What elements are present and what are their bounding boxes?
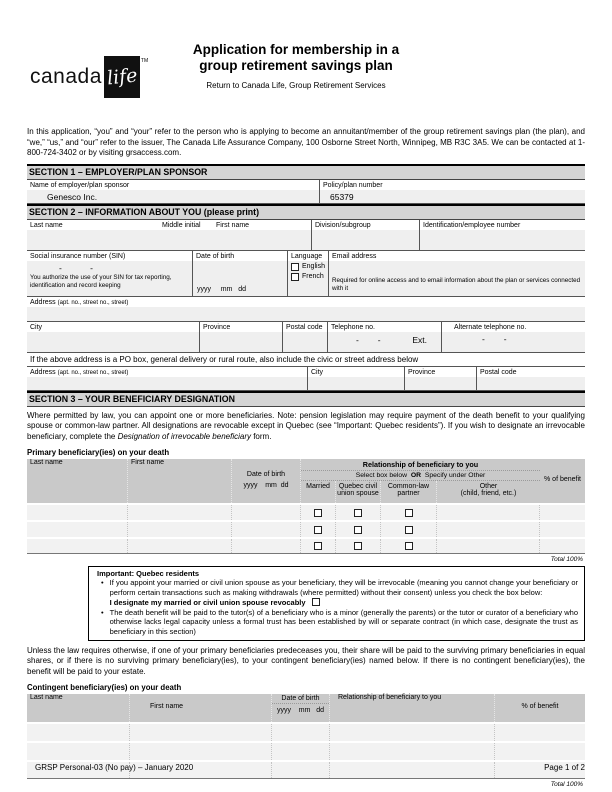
name-labels bbox=[27, 220, 311, 230]
quebec-bullet-1: • If you appoint your married or civil union spouse as your beneficiary, they will be irrevocable (meaning you cannot change your beneficiary or perform certain transactions such as making withdrawals (where permitted) without their consent) unless you check the box below: I designate my married or civil union spouse revocably bbox=[97, 578, 578, 607]
first-name-cell[interactable] bbox=[128, 539, 232, 553]
col-first-name: First name bbox=[130, 694, 272, 722]
dob-cell bbox=[193, 251, 288, 296]
quebec-box-heading: Important: Quebec residents bbox=[97, 569, 200, 579]
percent-cell[interactable] bbox=[495, 743, 585, 760]
postal2-label: Postal code bbox=[480, 368, 517, 376]
col-married: Married bbox=[301, 481, 336, 503]
language-field bbox=[288, 261, 328, 296]
address2-field[interactable] bbox=[27, 377, 307, 390]
telephone-ext-label: Ext. bbox=[412, 334, 427, 345]
contingent-total-label: Total 100% bbox=[550, 781, 583, 789]
province-label: Province bbox=[203, 323, 231, 331]
sin-note: You authorize the use of your SIN for tax reporting, identification and record keeping bbox=[30, 273, 172, 289]
sin-field[interactable] bbox=[27, 261, 192, 296]
alt-telephone-cell bbox=[442, 322, 585, 352]
married-checkbox[interactable] bbox=[314, 526, 322, 534]
address-cell bbox=[27, 297, 585, 321]
street-address-row bbox=[27, 367, 585, 391]
percent-cell[interactable] bbox=[540, 522, 585, 537]
revocable-designation-checkbox[interactable] bbox=[312, 598, 320, 606]
province2-label: Province bbox=[408, 368, 436, 376]
sin-row bbox=[27, 251, 585, 297]
employee-id-field[interactable] bbox=[420, 230, 585, 250]
percent-cell[interactable] bbox=[540, 505, 585, 520]
employee-id-cell bbox=[420, 220, 585, 250]
col-relationship: Relationship of beneficiary to you bbox=[330, 694, 495, 722]
col-last-name: Last name bbox=[27, 459, 128, 503]
dob-cell[interactable] bbox=[232, 522, 301, 537]
logo-script: life bbox=[105, 64, 139, 90]
dob-format: yyyy mm dd bbox=[197, 285, 247, 293]
city-row bbox=[27, 322, 585, 353]
quebec-bullet-2: • The death benefit will be paid to the tutor(s) of a beneficiary who is a minor (generally the parents) or the tutor or curator of a beneficiary who otherwise lacks legal capacity unless a formal trust has been established by will or separate contract (in which case, designate the trust as beneficiary in this section) bbox=[97, 608, 578, 637]
address-row bbox=[27, 297, 585, 322]
relationship-cell[interactable] bbox=[330, 724, 495, 741]
contingent-beneficiary-row bbox=[27, 743, 585, 760]
first-name-cell[interactable] bbox=[130, 743, 272, 760]
province-field[interactable] bbox=[200, 332, 282, 352]
address2-label: Address (apt. no., street no., street) bbox=[30, 368, 129, 376]
primary-beneficiary-table bbox=[27, 459, 585, 563]
form-number: GRSP Personal-03 (No pay) – January 2020 bbox=[35, 763, 194, 772]
married-checkbox[interactable] bbox=[314, 542, 322, 550]
language-cell bbox=[288, 251, 329, 296]
common-law-checkbox[interactable] bbox=[405, 509, 413, 517]
english-label: English bbox=[302, 263, 325, 271]
employer-name-cell bbox=[27, 180, 320, 203]
last-name-cell[interactable] bbox=[27, 539, 128, 553]
postal2-cell bbox=[477, 367, 585, 390]
postal-code-label: Postal code bbox=[286, 323, 323, 331]
city-cell bbox=[27, 322, 200, 352]
dob-format-label: yyyy mm dd bbox=[243, 481, 289, 489]
common-law-checkbox[interactable] bbox=[405, 526, 413, 534]
first-name-label: First name bbox=[216, 221, 250, 229]
contingent-beneficiary-table bbox=[27, 694, 585, 788]
address-field[interactable] bbox=[27, 307, 585, 321]
col-last-name: Last name bbox=[27, 694, 130, 722]
last-name-label: Last name bbox=[30, 221, 63, 229]
percent-cell[interactable] bbox=[495, 724, 585, 741]
quebec-civil-union-checkbox[interactable] bbox=[354, 542, 362, 550]
middle-initial-label: Middle initial bbox=[162, 221, 201, 229]
other-cell[interactable] bbox=[437, 539, 540, 553]
sin-dashes: - - bbox=[59, 262, 93, 273]
contingent-beneficiary-row bbox=[27, 724, 585, 741]
contingent-table-header bbox=[27, 694, 585, 722]
dob-field[interactable] bbox=[193, 261, 287, 296]
primary-beneficiary-heading: Primary beneficiary(ies) on your death bbox=[27, 448, 170, 458]
section1-row bbox=[27, 180, 585, 204]
col-percent-benefit: % of benefit bbox=[521, 703, 559, 711]
married-checkbox[interactable] bbox=[314, 509, 322, 517]
policy-number-cell bbox=[320, 180, 585, 203]
address-label-sub: (apt. no., street no., street) bbox=[57, 299, 129, 306]
primary-beneficiary-row bbox=[27, 505, 585, 520]
email-note: Required for online access and to email information about the plan or services connected with it bbox=[332, 276, 581, 292]
page-header bbox=[27, 42, 585, 114]
first-name-cell[interactable] bbox=[128, 522, 232, 537]
sin-label: Social insurance number (SIN) bbox=[30, 252, 126, 260]
first-name-cell[interactable] bbox=[128, 505, 232, 520]
city-label: City bbox=[30, 323, 43, 331]
employer-name-field[interactable] bbox=[27, 190, 319, 203]
english-checkbox[interactable] bbox=[291, 263, 299, 271]
french-label: French bbox=[302, 273, 324, 281]
address-label: Address (apt. no., street no., street) bbox=[30, 298, 129, 306]
last-name-cell[interactable] bbox=[27, 505, 128, 520]
address2-cell bbox=[27, 367, 308, 390]
french-checkbox[interactable] bbox=[291, 273, 299, 281]
intro-paragraph: In this application, “you” and “your” refer to the person who is applying to become an annuitant/member of the group retirement savings plan (the plan), and “we,” “us,” and “our” refer to the issuer, The Canada Life Assurance Company, 100 Osborne Street North, Winnipeg, MB R3C 3A5. We can be contacted at 1-800-724-3402 or by visiting grsaccess.com. bbox=[27, 127, 585, 158]
select-box-line: Select box below OR Specify under Other bbox=[301, 471, 540, 481]
employer-name-value: Genesco Inc. bbox=[47, 191, 98, 202]
col-other: Other (child, friend, etc.) bbox=[437, 481, 540, 503]
dob-cell[interactable] bbox=[232, 539, 301, 553]
city2-label: City bbox=[311, 368, 324, 376]
logo-box bbox=[104, 56, 140, 98]
col-first-name: First name bbox=[128, 459, 232, 503]
email-field[interactable] bbox=[329, 261, 585, 296]
predecease-paragraph: Unless the law requires otherwise, if one of your primary beneficiaries predeceases you, their share will be paid to the surviving primary beneficiaries in equal shares, or if there is no surviving primary beneficiary(ies), to your contingent beneficiary(ies) named below. If there is no contingent beneficiary(ies), the benefit will be paid to your estate. bbox=[27, 645, 585, 676]
relationship-group bbox=[301, 459, 540, 503]
col-other-sub: (child, friend, etc.) bbox=[460, 490, 517, 498]
quebec-residents-box bbox=[88, 566, 585, 641]
page-title-line2: group retirement savings plan bbox=[199, 58, 393, 74]
common-law-checkbox[interactable] bbox=[405, 542, 413, 550]
relationship-cell[interactable] bbox=[330, 743, 495, 760]
page-footer bbox=[35, 763, 585, 772]
name-cell bbox=[27, 220, 312, 250]
return-instruction: Return to Canada Life, Group Retirement Services bbox=[206, 81, 386, 91]
dob-cell[interactable] bbox=[232, 505, 301, 520]
telephone-cell bbox=[328, 322, 442, 352]
revocable-designation-label: I designate my married or civil union spouse revocably bbox=[109, 597, 306, 607]
name-row bbox=[27, 220, 585, 251]
telephone-dashes: - - bbox=[356, 334, 381, 345]
col-date-of-birth: Date of birth yyyy mm dd bbox=[232, 459, 301, 503]
page-number: Page 1 of 2 bbox=[544, 763, 585, 772]
trademark-symbol: TM bbox=[140, 58, 149, 64]
policy-number-field[interactable] bbox=[320, 190, 585, 203]
quebec-civil-union-checkbox[interactable] bbox=[354, 509, 362, 517]
section2-header: SECTION 2 – INFORMATION ABOUT YOU (please print) bbox=[27, 204, 585, 220]
section3-intro: Where permitted by law, you can appoint one or more beneficiaries. Note: pension legislation may require payment of the death benefit to your qualifying spouse or common-law partner. All designations are revocable except in Quebec (see “Important: Quebec residents”). If you wish to designate an irrevocable beneficiary, complete the Designation of irrevocable beneficiary form. bbox=[27, 410, 585, 441]
province2-cell bbox=[405, 367, 477, 390]
language-label: Language bbox=[291, 252, 323, 260]
postal-code-field[interactable] bbox=[283, 332, 327, 352]
first-name-cell[interactable] bbox=[130, 724, 272, 741]
alt-telephone-dashes: - - bbox=[482, 333, 507, 344]
irrevocable-form-name: Designation of irrevocable beneficiary bbox=[117, 431, 251, 441]
province2-field[interactable] bbox=[405, 377, 476, 390]
city-field[interactable] bbox=[27, 332, 199, 352]
contingent-beneficiary-heading: Contingent beneficiary(ies) on your death bbox=[27, 683, 182, 693]
dob-cell[interactable] bbox=[272, 743, 330, 760]
employer-name-label: Name of employer/plan sponsor bbox=[30, 181, 130, 189]
primary-table-header bbox=[27, 459, 585, 503]
quebec-civil-union-checkbox[interactable] bbox=[354, 526, 362, 534]
last-name-cell[interactable] bbox=[27, 743, 130, 760]
primary-total-label: Total 100% bbox=[550, 556, 583, 564]
po-box-note: If the above address is a PO box, general delivery or rural route, also include the civic or street address below bbox=[27, 353, 585, 367]
section3-header: SECTION 3 – YOUR BENEFICIARY DESIGNATION bbox=[27, 391, 585, 407]
email-label: Email address bbox=[332, 252, 377, 260]
sin-cell bbox=[27, 251, 193, 296]
alt-telephone-label: Alternate telephone no. bbox=[454, 323, 527, 331]
primary-beneficiary-row bbox=[27, 522, 585, 537]
policy-number-label: Policy/plan number bbox=[323, 181, 383, 189]
col-percent-benefit: % of benefit bbox=[544, 476, 581, 484]
address2-label-sub: (apt. no., street no., street) bbox=[57, 369, 129, 376]
logo-wordmark: canada bbox=[30, 65, 102, 88]
canada-life-logo bbox=[30, 56, 147, 98]
last-name-cell[interactable] bbox=[27, 522, 128, 537]
city2-cell bbox=[308, 367, 405, 390]
division-cell bbox=[312, 220, 420, 250]
postal2-field[interactable] bbox=[477, 377, 585, 390]
dob-cell[interactable] bbox=[272, 724, 330, 741]
percent-cell[interactable] bbox=[540, 539, 585, 553]
dob-label: Date of birth bbox=[196, 252, 235, 260]
other-cell[interactable] bbox=[437, 522, 540, 537]
policy-number-value: 65379 bbox=[330, 191, 354, 202]
col-date-of-birth: Date of birth yyyy mm dd bbox=[272, 694, 330, 722]
city2-field[interactable] bbox=[308, 377, 404, 390]
telephone-field[interactable] bbox=[328, 332, 441, 352]
telephone-label: Telephone no. bbox=[331, 323, 375, 331]
col-quebec-civil-union: Quebec civil union spouse bbox=[336, 481, 381, 503]
primary-beneficiary-row bbox=[27, 539, 585, 554]
dob-format-label: yyyy mm dd bbox=[276, 707, 325, 715]
province-cell bbox=[200, 322, 283, 352]
division-label: Division/subgroup bbox=[315, 221, 371, 229]
division-field[interactable] bbox=[312, 230, 419, 250]
other-cell[interactable] bbox=[437, 505, 540, 520]
page-title-line1: Application for membership in a bbox=[192, 42, 400, 57]
alt-telephone-field[interactable] bbox=[442, 332, 585, 352]
relationship-header: Relationship of beneficiary to you bbox=[301, 459, 540, 471]
last-name-cell[interactable] bbox=[27, 724, 130, 741]
email-cell bbox=[329, 251, 585, 296]
employee-id-label: Identification/employee number bbox=[423, 221, 521, 229]
section1-header: SECTION 1 – EMPLOYER/PLAN SPONSOR bbox=[27, 164, 585, 180]
postal-code-cell bbox=[283, 322, 328, 352]
col-common-law: Common-law partner bbox=[381, 481, 437, 503]
name-field[interactable] bbox=[27, 230, 311, 250]
